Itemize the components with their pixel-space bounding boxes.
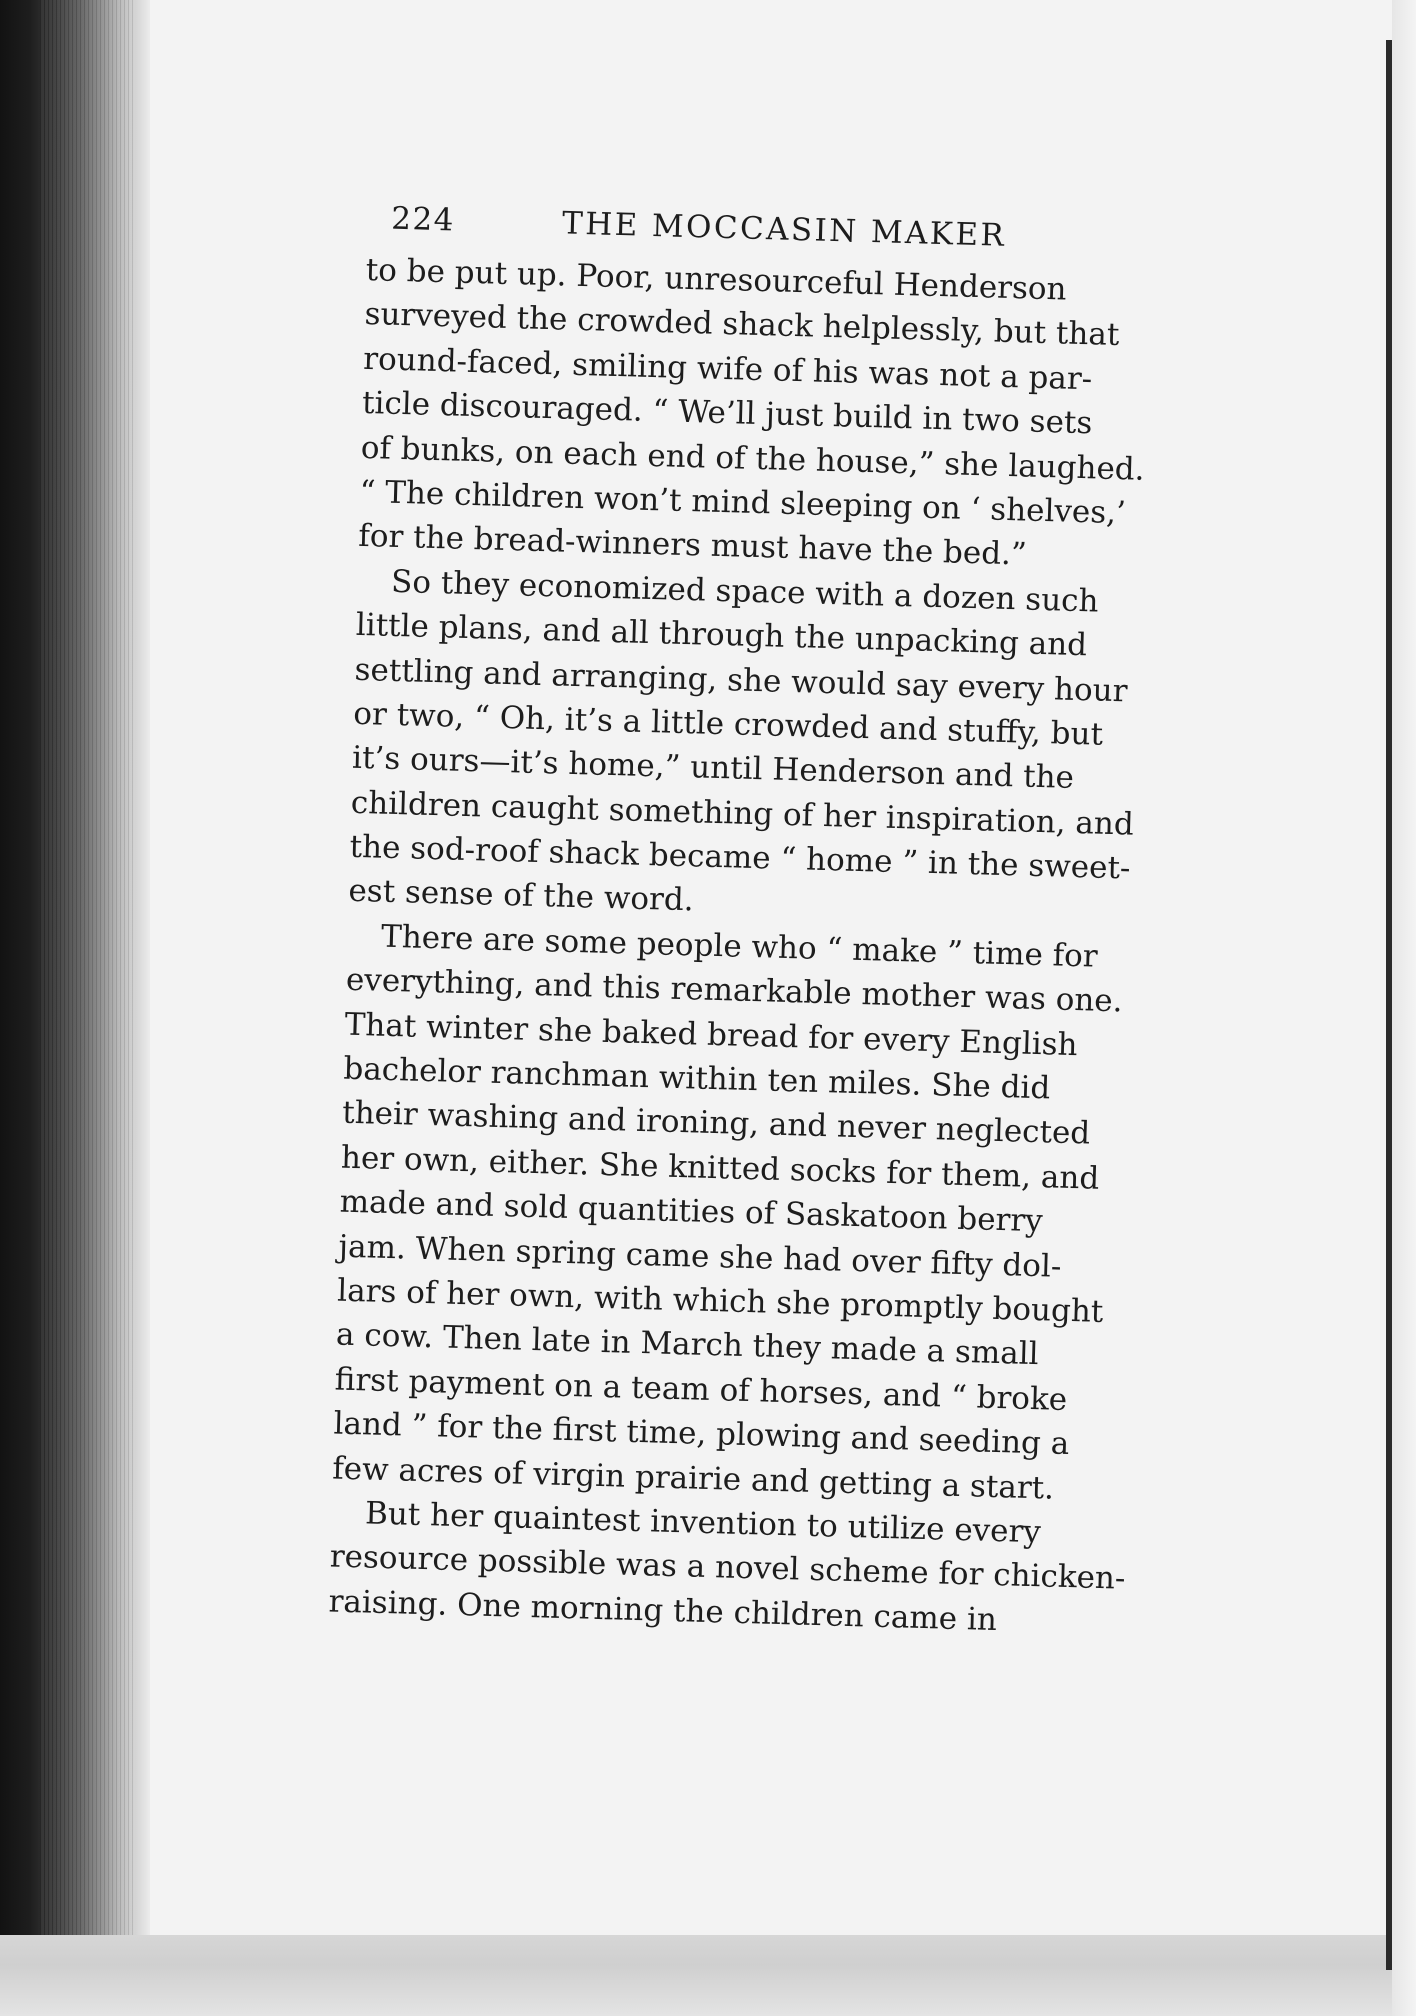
text-line: her own, either. She knitted socks for them, and [340, 1139, 1100, 1197]
text-line: surveyed the crowded shack helplessly, but that [364, 296, 1120, 354]
text-line: little plans, and all through the unpacking and [355, 606, 1088, 664]
text-line: raising. One morning the children came in [328, 1583, 998, 1638]
text-line: everything, and this remarkable mother was one. [345, 961, 1124, 1020]
text-line: There are some people who “ make ” time for [380, 918, 1099, 975]
text-line: round-faced, smiling wife of his was not a par- [362, 340, 1093, 398]
text-line: That winter she baked bread for every English [344, 1006, 1079, 1063]
text-line: of bunks, on each end of the house,” she laughed. [360, 429, 1146, 488]
page-bottom-margin [0, 1935, 1416, 2016]
text-line: settling and arranging, she would say every hour [354, 651, 1128, 709]
text-line: the sod-roof shack became “ home ” in the sweet- [349, 828, 1131, 887]
page-text-block [328, 192, 1228, 1648]
page-edge-stack [40, 0, 135, 2016]
text-line: to be put up. Poor, unresourceful Henderson [365, 251, 1068, 308]
text-line: first payment on a team of horses, and “ broke [334, 1361, 1068, 1418]
text-line: children caught something of her inspiration, and [350, 784, 1135, 843]
text-line: So they economized space with a dozen such [390, 563, 1100, 620]
text-line: it’s ours—it’s home,” until Henderson and the [351, 740, 1075, 797]
text-line: their washing and ironing, and never neglected [341, 1095, 1091, 1152]
text-line: “ The children won’t mind sleeping on ‘ shelves,’ [359, 473, 1127, 532]
text-line: But her quaintest invention to utilize every [364, 1495, 1042, 1551]
text-line: or two, “ Oh, it’s a little crowded and stuffy, but [352, 695, 1104, 753]
text-line: ticle discouraged. “ We’ll just build in two sets [361, 385, 1093, 442]
text-line: few acres of virgin prairie and getting a start. [331, 1450, 1055, 1507]
running-head: THE MOCCASIN MAKER [561, 205, 1007, 254]
text-line: land ” for the first time, plowing and seeding a [333, 1405, 1070, 1463]
facing-page [1392, 0, 1416, 2016]
text-line: a cow. Then late in March they made a small [335, 1316, 1040, 1373]
text-line: jam. When spring came she had over fifty dol- [338, 1228, 1062, 1285]
text-line: made and sold quantities of Saskatoon berry [339, 1183, 1044, 1240]
body-text [328, 248, 1226, 1648]
page-number: 224 [390, 200, 456, 239]
text-line: bachelor ranchman within ten miles. She did [343, 1050, 1051, 1107]
text-line: resource possible was a novel scheme for chicken- [329, 1538, 1126, 1598]
text-line: for the bread-winners must have the bed.” [357, 518, 1028, 573]
text-line: est sense of the word. [347, 873, 695, 919]
text-line: lars of her own, with which she promptly bought [336, 1272, 1104, 1330]
